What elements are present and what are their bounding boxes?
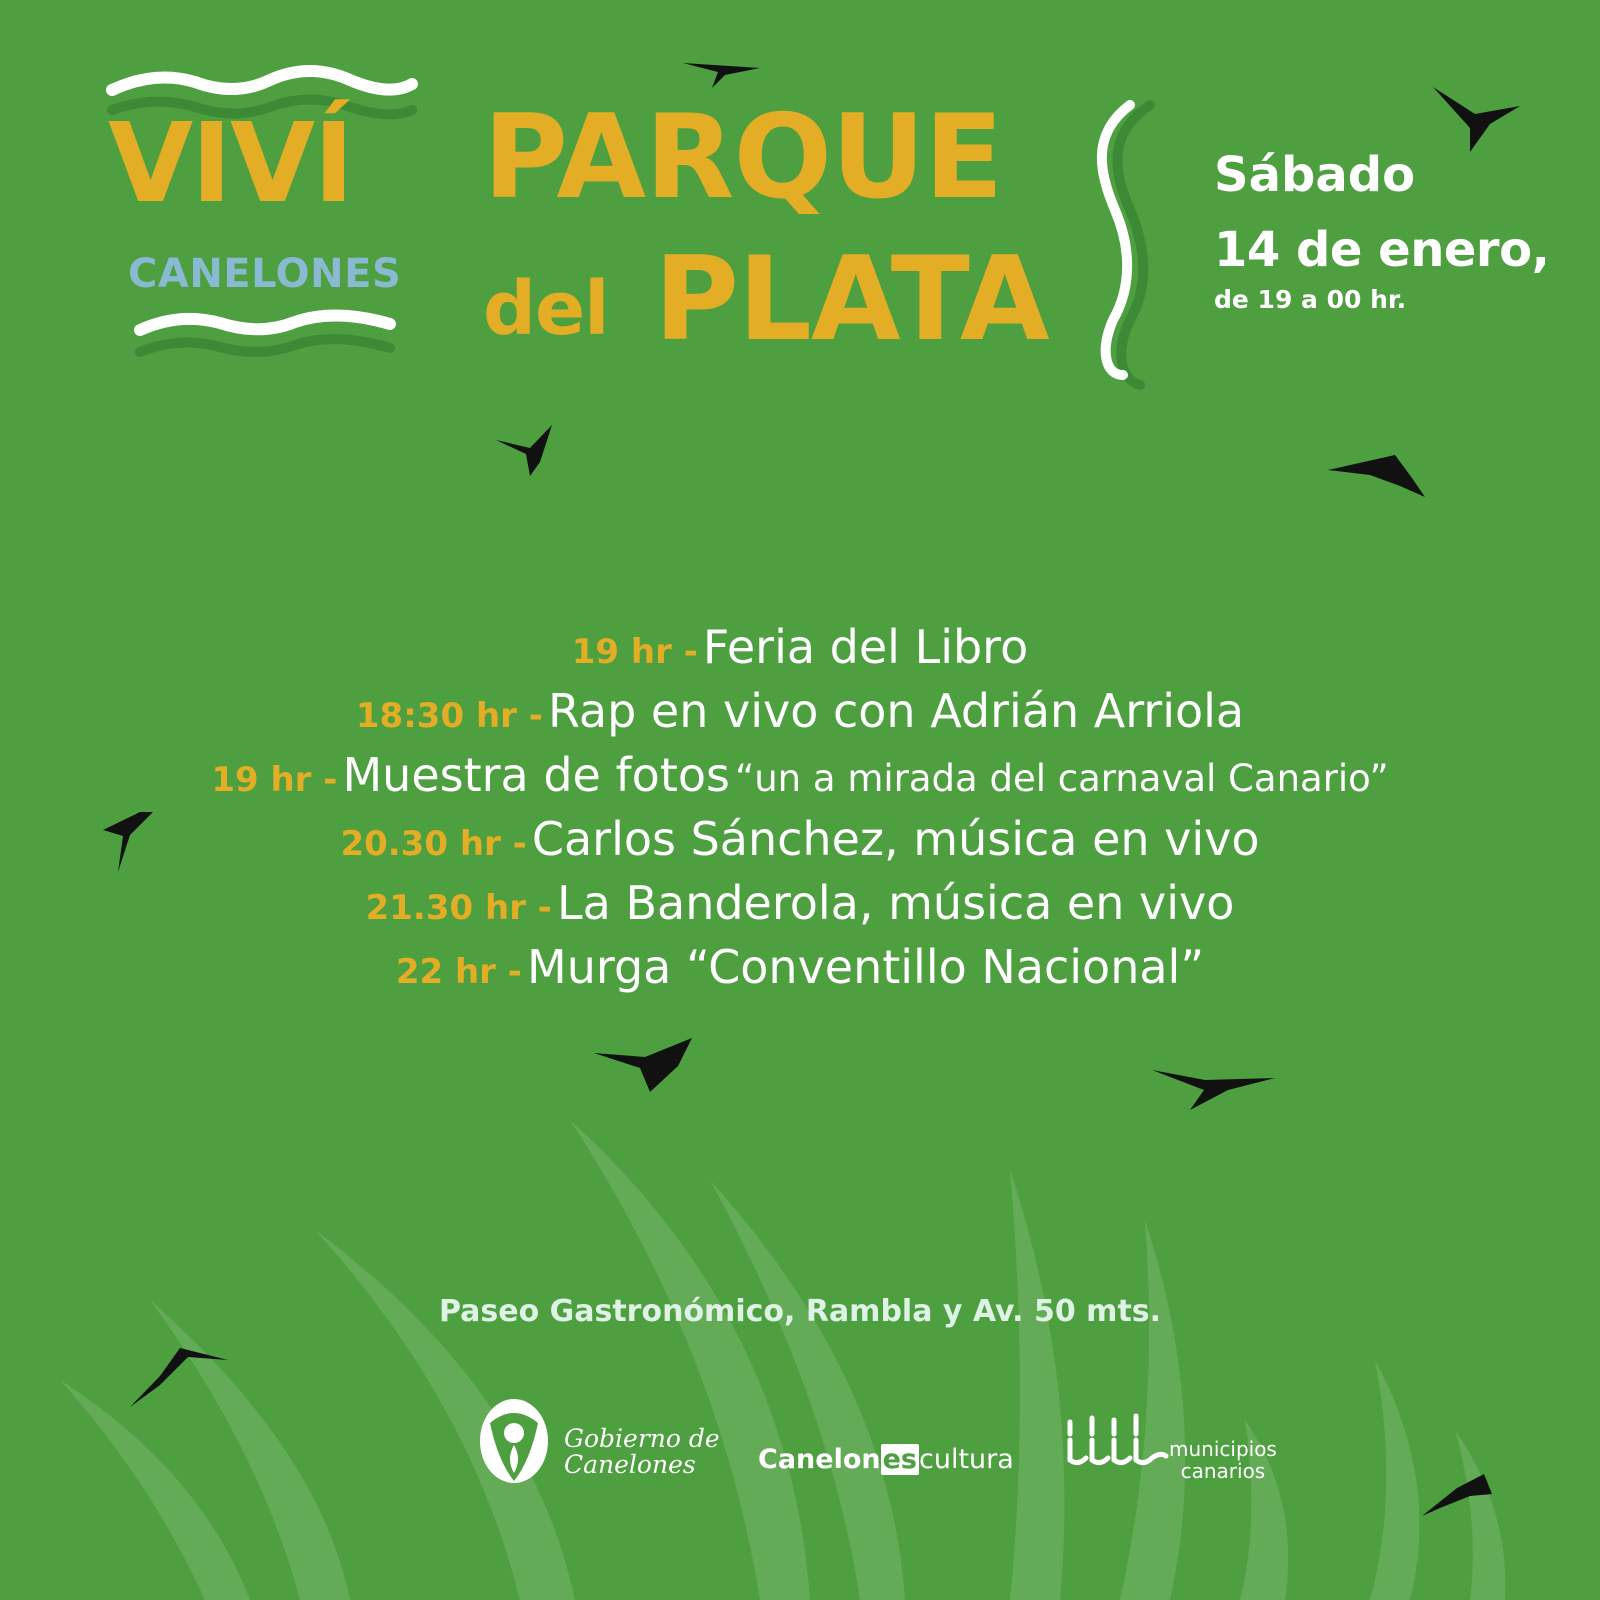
schedule-event: La Banderola, música en vivo [557, 876, 1235, 930]
schedule-event-detail: “un a mirada del carnaval Canario” [735, 757, 1389, 800]
venue-address: Paseo Gastronómico, Rambla y Av. 50 mts. [438, 1294, 1162, 1329]
cultura-part-a: Canelon [758, 1444, 881, 1475]
brand-title: VIVÍ [108, 99, 353, 227]
municipios-line2: canarios [1180, 1459, 1266, 1483]
schedule-event: Feria del Libro [702, 620, 1029, 674]
cultura-part-b: es [882, 1444, 917, 1475]
schedule-time: 19 hr - [211, 760, 338, 800]
gobierno-line1: Gobierno de [564, 1424, 720, 1453]
event-hours: de 19 a 00 hr. [1214, 285, 1407, 314]
schedule-event: Muestra de fotos [342, 748, 730, 802]
municipios-logo-icon [1064, 1410, 1169, 1470]
schedule-item [0, 620, 1600, 684]
schedule-time: 22 hr - [395, 952, 522, 992]
divider-wave-icon [1095, 95, 1185, 395]
schedule-item [0, 748, 1600, 812]
brand-subtitle: CANELONES [128, 251, 402, 297]
cultura-part-c: cultura [919, 1444, 1014, 1475]
page-title-connector: del [483, 266, 609, 352]
schedule-time: 19 hr - [571, 632, 698, 672]
cultura-logo [758, 1446, 1014, 1473]
schedule-time: 20.30 hr - [340, 824, 527, 864]
schedule-event: Carlos Sánchez, música en vivo [531, 812, 1260, 866]
schedule-event: Murga “Conventillo Nacional” [527, 940, 1205, 994]
gobierno-logo-icon [478, 1393, 556, 1485]
municipios-line1: municipios [1169, 1437, 1277, 1461]
schedule-time: 18:30 hr - [355, 696, 543, 736]
gobierno-line2: Canelones [564, 1450, 696, 1479]
schedule-time: 21.30 hr - [365, 888, 552, 928]
page-title-line2: PLATA [654, 232, 1049, 367]
schedule-item [0, 684, 1600, 748]
gobierno-logo-text [564, 1426, 720, 1478]
event-day: Sábado [1214, 147, 1416, 203]
schedule-list [0, 620, 1600, 1004]
schedule-event: Rap en vivo con Adrián Arriola [547, 684, 1245, 738]
schedule-item [0, 876, 1600, 940]
schedule-item [0, 812, 1600, 876]
page-title: PARQUE [483, 90, 1003, 225]
schedule-item [0, 940, 1600, 1004]
municipios-logo-text [1169, 1438, 1277, 1482]
event-date: 14 de enero, [1214, 222, 1550, 278]
